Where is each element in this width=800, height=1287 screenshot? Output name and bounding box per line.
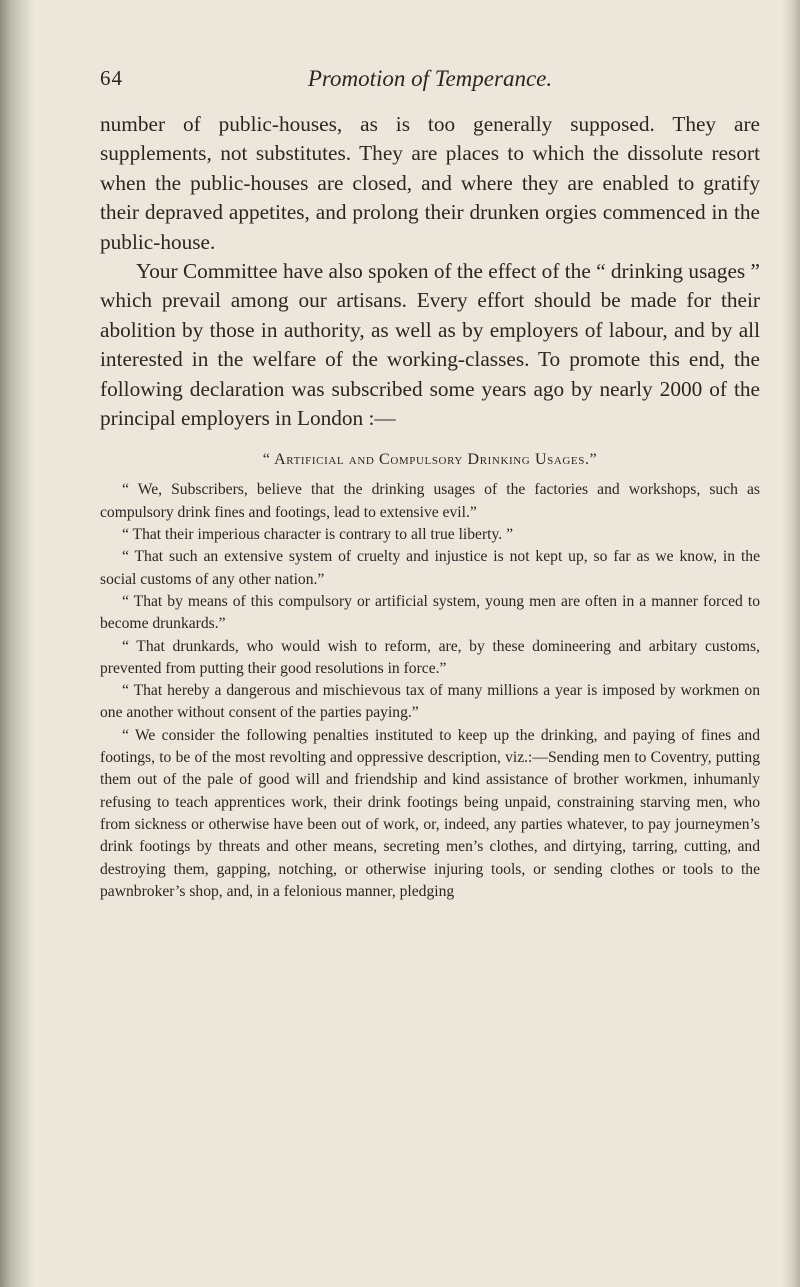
page-body xyxy=(100,110,760,903)
page-edge-shadow-right xyxy=(782,0,800,1287)
declaration-heading: “ Artificial and Compulsory Drinking Usages.” xyxy=(262,451,598,469)
declaration-item: “ We, Subscribers, believe that the drinking usages of the factories and workshops, such as compulsory drink fines and footings, lead to extensive evil.” xyxy=(100,481,760,521)
declaration xyxy=(100,479,760,903)
declaration-item: “ That their imperious character is contrary to all true liberty. ” xyxy=(122,526,513,544)
paragraph: number of public-houses, as is too generally supposed. They are supplements, not substitutes. They are places to which the dissolute resort when the public-houses are closed, and where they are enabled to gratify their depraved appetites, and prolong their drunken orgies commenced in the public-house. xyxy=(100,112,760,254)
page-header xyxy=(100,66,760,102)
declaration-item: “ That hereby a dangerous and mischievous tax of many millions a year is imposed by workmen on one another without consent of the parties paying.” xyxy=(100,682,760,722)
paragraph: Your Committee have also spoken of the effect of the “ drinking usages ” which prevail among our artisans. Every effort should be made for their abolition by those in authority, as well as by employers of labour, and by all interested in the welfare of the working-classes. To promote this end, the following declaration was subscribed some years ago by nearly 2000 of the principal employers in London :— xyxy=(100,259,760,431)
running-head: Promotion of Temperance. xyxy=(307,66,553,91)
declaration-item: “ We consider the following penalties instituted to keep up the drinking, and paying of fines and footings, to be of the most revolting and oppressive description, viz.:—Sending men to Coventry, putting them out of the pale of good will and friendship and kind assistance of brother workmen, inhumanly refusing to teach apprentices work, their drink footings being unpaid, constraining starving men, who from sickness or otherwise have been out of work, or, indeed, any parties whatever, to pay journeymen’s drink footings by threats and other means, secreting men’s clothes, and dirtying, tarring, cutting, and destroying them, gapping, notching, or otherwise injuring tools, or sending clothes or tools to the pawnbroker’s shop, and, in a felonious manner, pledging xyxy=(100,726,760,900)
declaration-item: “ That such an extensive system of cruelty and injustice is not kept up, so far as we know, in the social customs of any other nation.” xyxy=(100,548,760,588)
declaration-item: “ That by means of this compulsory or artificial system, young men are often in a manner forced to become drunkards.” xyxy=(100,592,760,633)
page-binding-shadow-left xyxy=(0,0,34,1287)
declaration-item: “ That drunkards, who would wish to reform, are, by these domineering and arbitary customs, prevented from putting their good resolutions in force.” xyxy=(100,637,760,677)
page-number: 64 xyxy=(100,66,123,90)
